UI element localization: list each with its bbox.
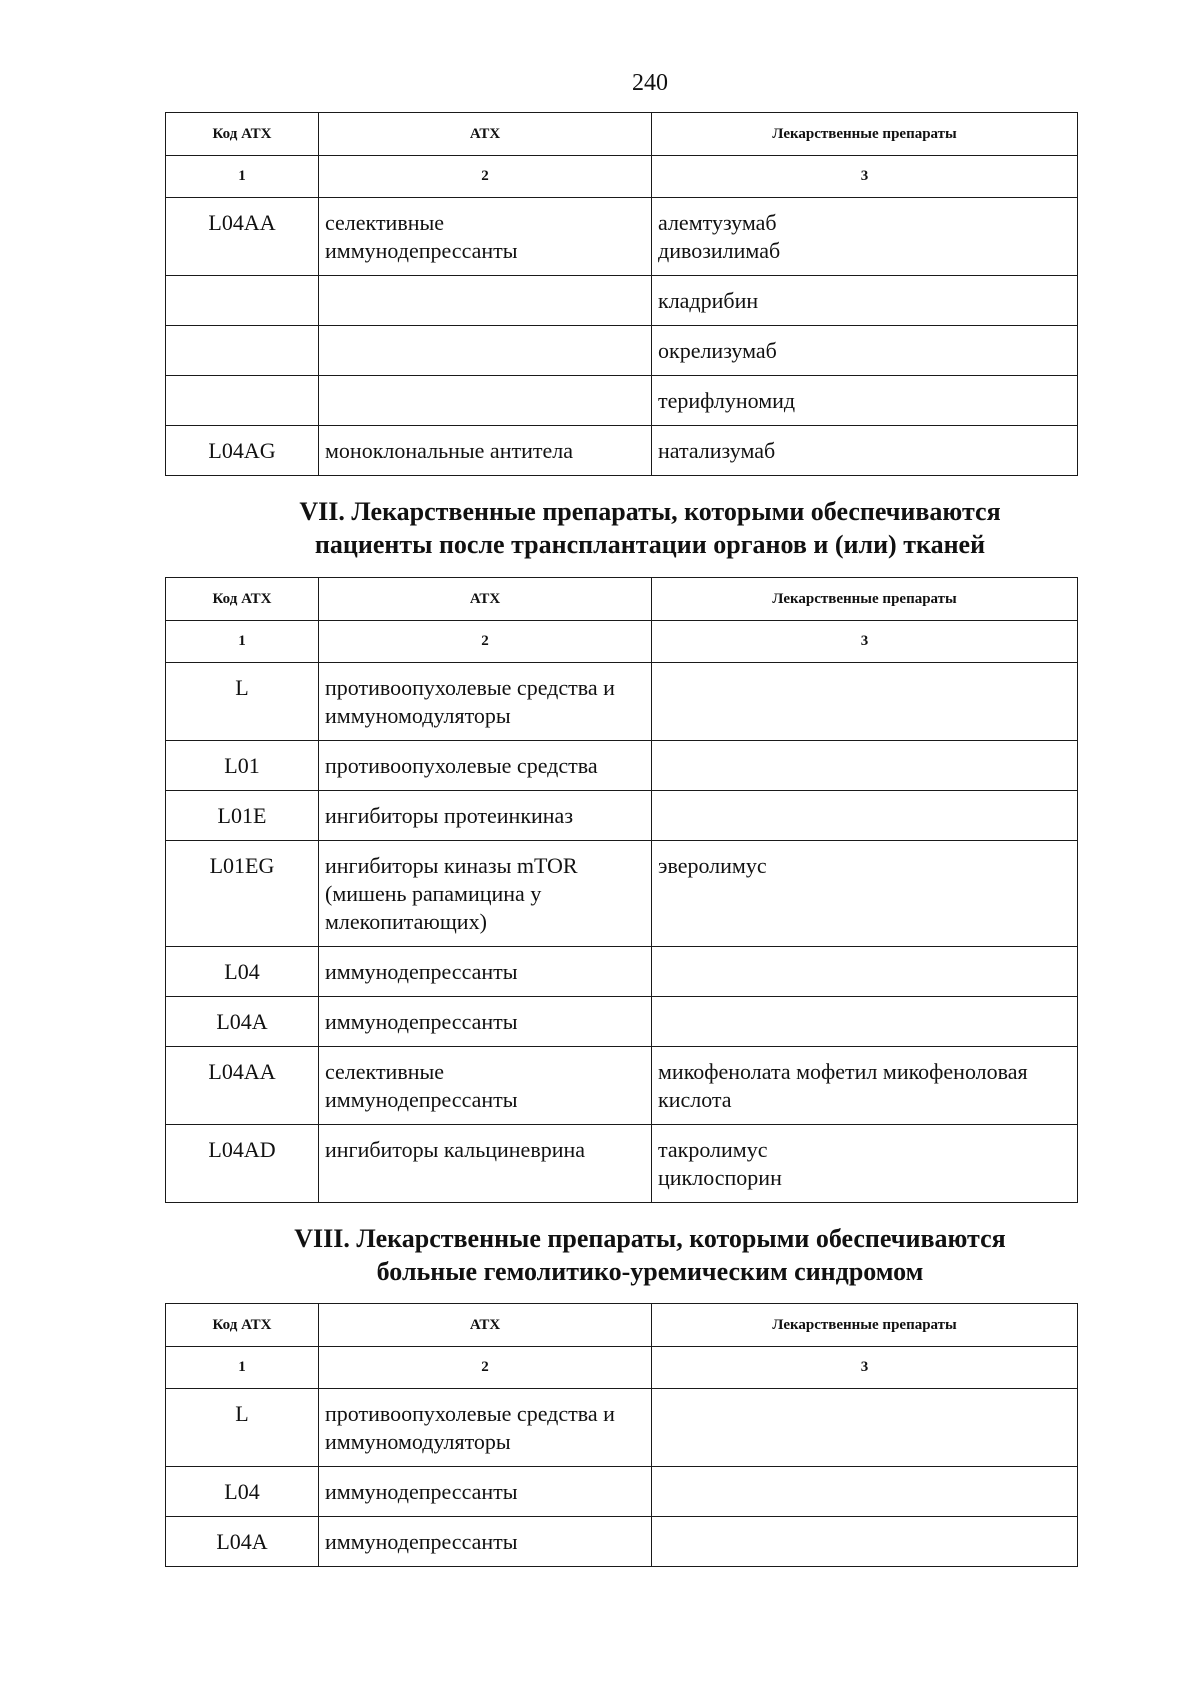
table-header-row — [166, 1304, 1078, 1347]
table-row — [166, 1467, 1078, 1517]
atx-group-cell — [319, 741, 652, 791]
atx-code-cell — [166, 326, 319, 376]
drug-name: такролимус — [658, 1137, 768, 1162]
drugs-cell — [652, 791, 1078, 841]
drug-name: кислота — [658, 1087, 732, 1112]
drugs-cell — [652, 276, 1078, 326]
header-drugs: Лекарственные препараты — [652, 578, 1078, 621]
atx-group-cell — [319, 1047, 652, 1125]
column-number: 3 — [652, 156, 1078, 198]
drugs-cell — [652, 1517, 1078, 1567]
section-7-title — [160, 495, 1140, 561]
table-row — [166, 1517, 1078, 1567]
atx-group-cell — [319, 1467, 652, 1517]
section-7-title-line: пациенты после трансплантации органов и (или) тканей — [314, 530, 986, 559]
column-number: 3 — [652, 621, 1078, 663]
drugs-cell — [652, 1047, 1078, 1125]
atx-group-cell — [319, 426, 652, 476]
atx-code-cell: L — [166, 1389, 319, 1467]
header-drugs: Лекарственные препараты — [652, 1304, 1078, 1347]
drug-name: алемтузумаб — [658, 210, 777, 235]
header-code: Код АТХ — [166, 1304, 319, 1347]
atx-code-cell: L01E — [166, 791, 319, 841]
drugs-cell — [652, 376, 1078, 426]
table-header-row — [166, 578, 1078, 621]
column-number-row — [166, 1347, 1078, 1389]
drugs-cell — [652, 1389, 1078, 1467]
column-number-row — [166, 156, 1078, 198]
table-row — [166, 1125, 1078, 1203]
atx-group-line: иммунодепрессанты — [325, 1087, 518, 1112]
atx-group-cell — [319, 376, 652, 426]
column-number: 1 — [166, 156, 319, 198]
drug-name: циклоспорин — [658, 1165, 782, 1190]
column-number: 3 — [652, 1347, 1078, 1389]
drugs-cell — [652, 741, 1078, 791]
atx-group-line: моноклональные антитела — [325, 438, 573, 463]
header-atx: АТХ — [319, 1304, 652, 1347]
atx-group-cell — [319, 276, 652, 326]
drugs-cell — [652, 1467, 1078, 1517]
drug-name: терифлуномид — [658, 388, 796, 413]
atx-group-line: иммунодепрессанты — [325, 959, 518, 984]
section-7-title-line: VII. Лекарственные препараты, которыми обеспечиваются — [299, 497, 1001, 526]
atx-code-cell: L04A — [166, 1517, 319, 1567]
drug-name: микофенолата мофетил микофеноловая — [658, 1059, 1028, 1084]
drug-name: кладрибин — [658, 288, 759, 313]
atx-group-line: селективные — [325, 210, 445, 235]
atx-group-cell — [319, 1389, 652, 1467]
atx-group-line: селективные — [325, 1059, 445, 1084]
atx-group-cell — [319, 1125, 652, 1203]
atx-group-line: иммунодепрессанты — [325, 1529, 518, 1554]
atx-group-line: (мишень рапамицина у — [325, 881, 542, 906]
atx-group-cell — [319, 997, 652, 1047]
drugs-cell — [652, 997, 1078, 1047]
table-row — [166, 741, 1078, 791]
drug-name: натализумаб — [658, 438, 776, 463]
table-row — [166, 1389, 1078, 1467]
atx-group-line: иммунодепрессанты — [325, 1479, 518, 1504]
atx-group-line: иммуномодуляторы — [325, 703, 511, 728]
header-atx: АТХ — [319, 578, 652, 621]
column-number: 2 — [319, 156, 652, 198]
atx-group-cell — [319, 841, 652, 947]
atx-group-line: противоопухолевые средства и — [325, 1401, 615, 1426]
atx-group-cell — [319, 326, 652, 376]
atx-code-cell: L — [166, 663, 319, 741]
atx-group-line: ингибиторы киназы mTOR — [325, 853, 578, 878]
drugs-cell — [652, 841, 1078, 947]
column-number: 2 — [319, 1347, 652, 1389]
atx-group-line: млекопитающих) — [325, 909, 487, 934]
column-number: 1 — [166, 621, 319, 663]
drug-name: окрелизумаб — [658, 338, 777, 363]
table-row — [166, 997, 1078, 1047]
drugs-cell — [652, 947, 1078, 997]
table-row — [166, 947, 1078, 997]
atx-group-line: иммуномодуляторы — [325, 1429, 511, 1454]
drugs-cell — [652, 1125, 1078, 1203]
atx-group-cell — [319, 1517, 652, 1567]
table-header-row — [166, 113, 1078, 156]
atx-table-continued — [165, 112, 1078, 476]
drug-name: дивозилимаб — [658, 238, 781, 263]
drugs-cell — [652, 326, 1078, 376]
drugs-cell — [652, 198, 1078, 276]
table-row — [166, 841, 1078, 947]
atx-group-line: ингибиторы протеинкиназ — [325, 803, 574, 828]
header-drugs: Лекарственные препараты — [652, 113, 1078, 156]
section-8-title — [160, 1222, 1140, 1288]
atx-group-line: иммунодепрессанты — [325, 1009, 518, 1034]
column-number: 2 — [319, 621, 652, 663]
atx-group-line: противоопухолевые средства и — [325, 675, 615, 700]
atx-group-cell — [319, 198, 652, 276]
atx-group-cell — [319, 791, 652, 841]
atx-code-cell: L01EG — [166, 841, 319, 947]
atx-code-cell — [166, 276, 319, 326]
atx-code-cell: L04AG — [166, 426, 319, 476]
drugs-cell — [652, 426, 1078, 476]
atx-code-cell: L04AD — [166, 1125, 319, 1203]
table-row — [166, 791, 1078, 841]
drugs-cell — [652, 663, 1078, 741]
section-8-title-line: больные гемолитико-уремическим синдромом — [376, 1257, 924, 1286]
table-row — [166, 198, 1078, 276]
atx-code-cell: L04A — [166, 997, 319, 1047]
table-row — [166, 276, 1078, 326]
atx-group-cell — [319, 947, 652, 997]
atx-group-line: ингибиторы кальциневрина — [325, 1137, 586, 1162]
atx-code-cell: L04 — [166, 1467, 319, 1517]
atx-table-hus — [165, 1303, 1078, 1567]
atx-code-cell — [166, 376, 319, 426]
header-atx: АТХ — [319, 113, 652, 156]
section-8-title-line: VIII. Лекарственные препараты, которыми обеспечиваются — [294, 1224, 1006, 1253]
drug-name: эверолимус — [658, 853, 767, 878]
atx-group-line: иммунодепрессанты — [325, 238, 518, 263]
table-row — [166, 426, 1078, 476]
table-row — [166, 326, 1078, 376]
table-row — [166, 1047, 1078, 1125]
atx-group-cell — [319, 663, 652, 741]
atx-code-cell: L01 — [166, 741, 319, 791]
table-row — [166, 663, 1078, 741]
header-code: Код АТХ — [166, 113, 319, 156]
atx-code-cell: L04AA — [166, 1047, 319, 1125]
column-number-row — [166, 621, 1078, 663]
atx-code-cell: L04 — [166, 947, 319, 997]
atx-group-line: противоопухолевые средства — [325, 753, 598, 778]
column-number: 1 — [166, 1347, 319, 1389]
page-number: 240 — [632, 70, 668, 96]
header-code: Код АТХ — [166, 578, 319, 621]
atx-code-cell: L04AA — [166, 198, 319, 276]
table-row — [166, 376, 1078, 426]
atx-table-transplant — [165, 577, 1078, 1203]
